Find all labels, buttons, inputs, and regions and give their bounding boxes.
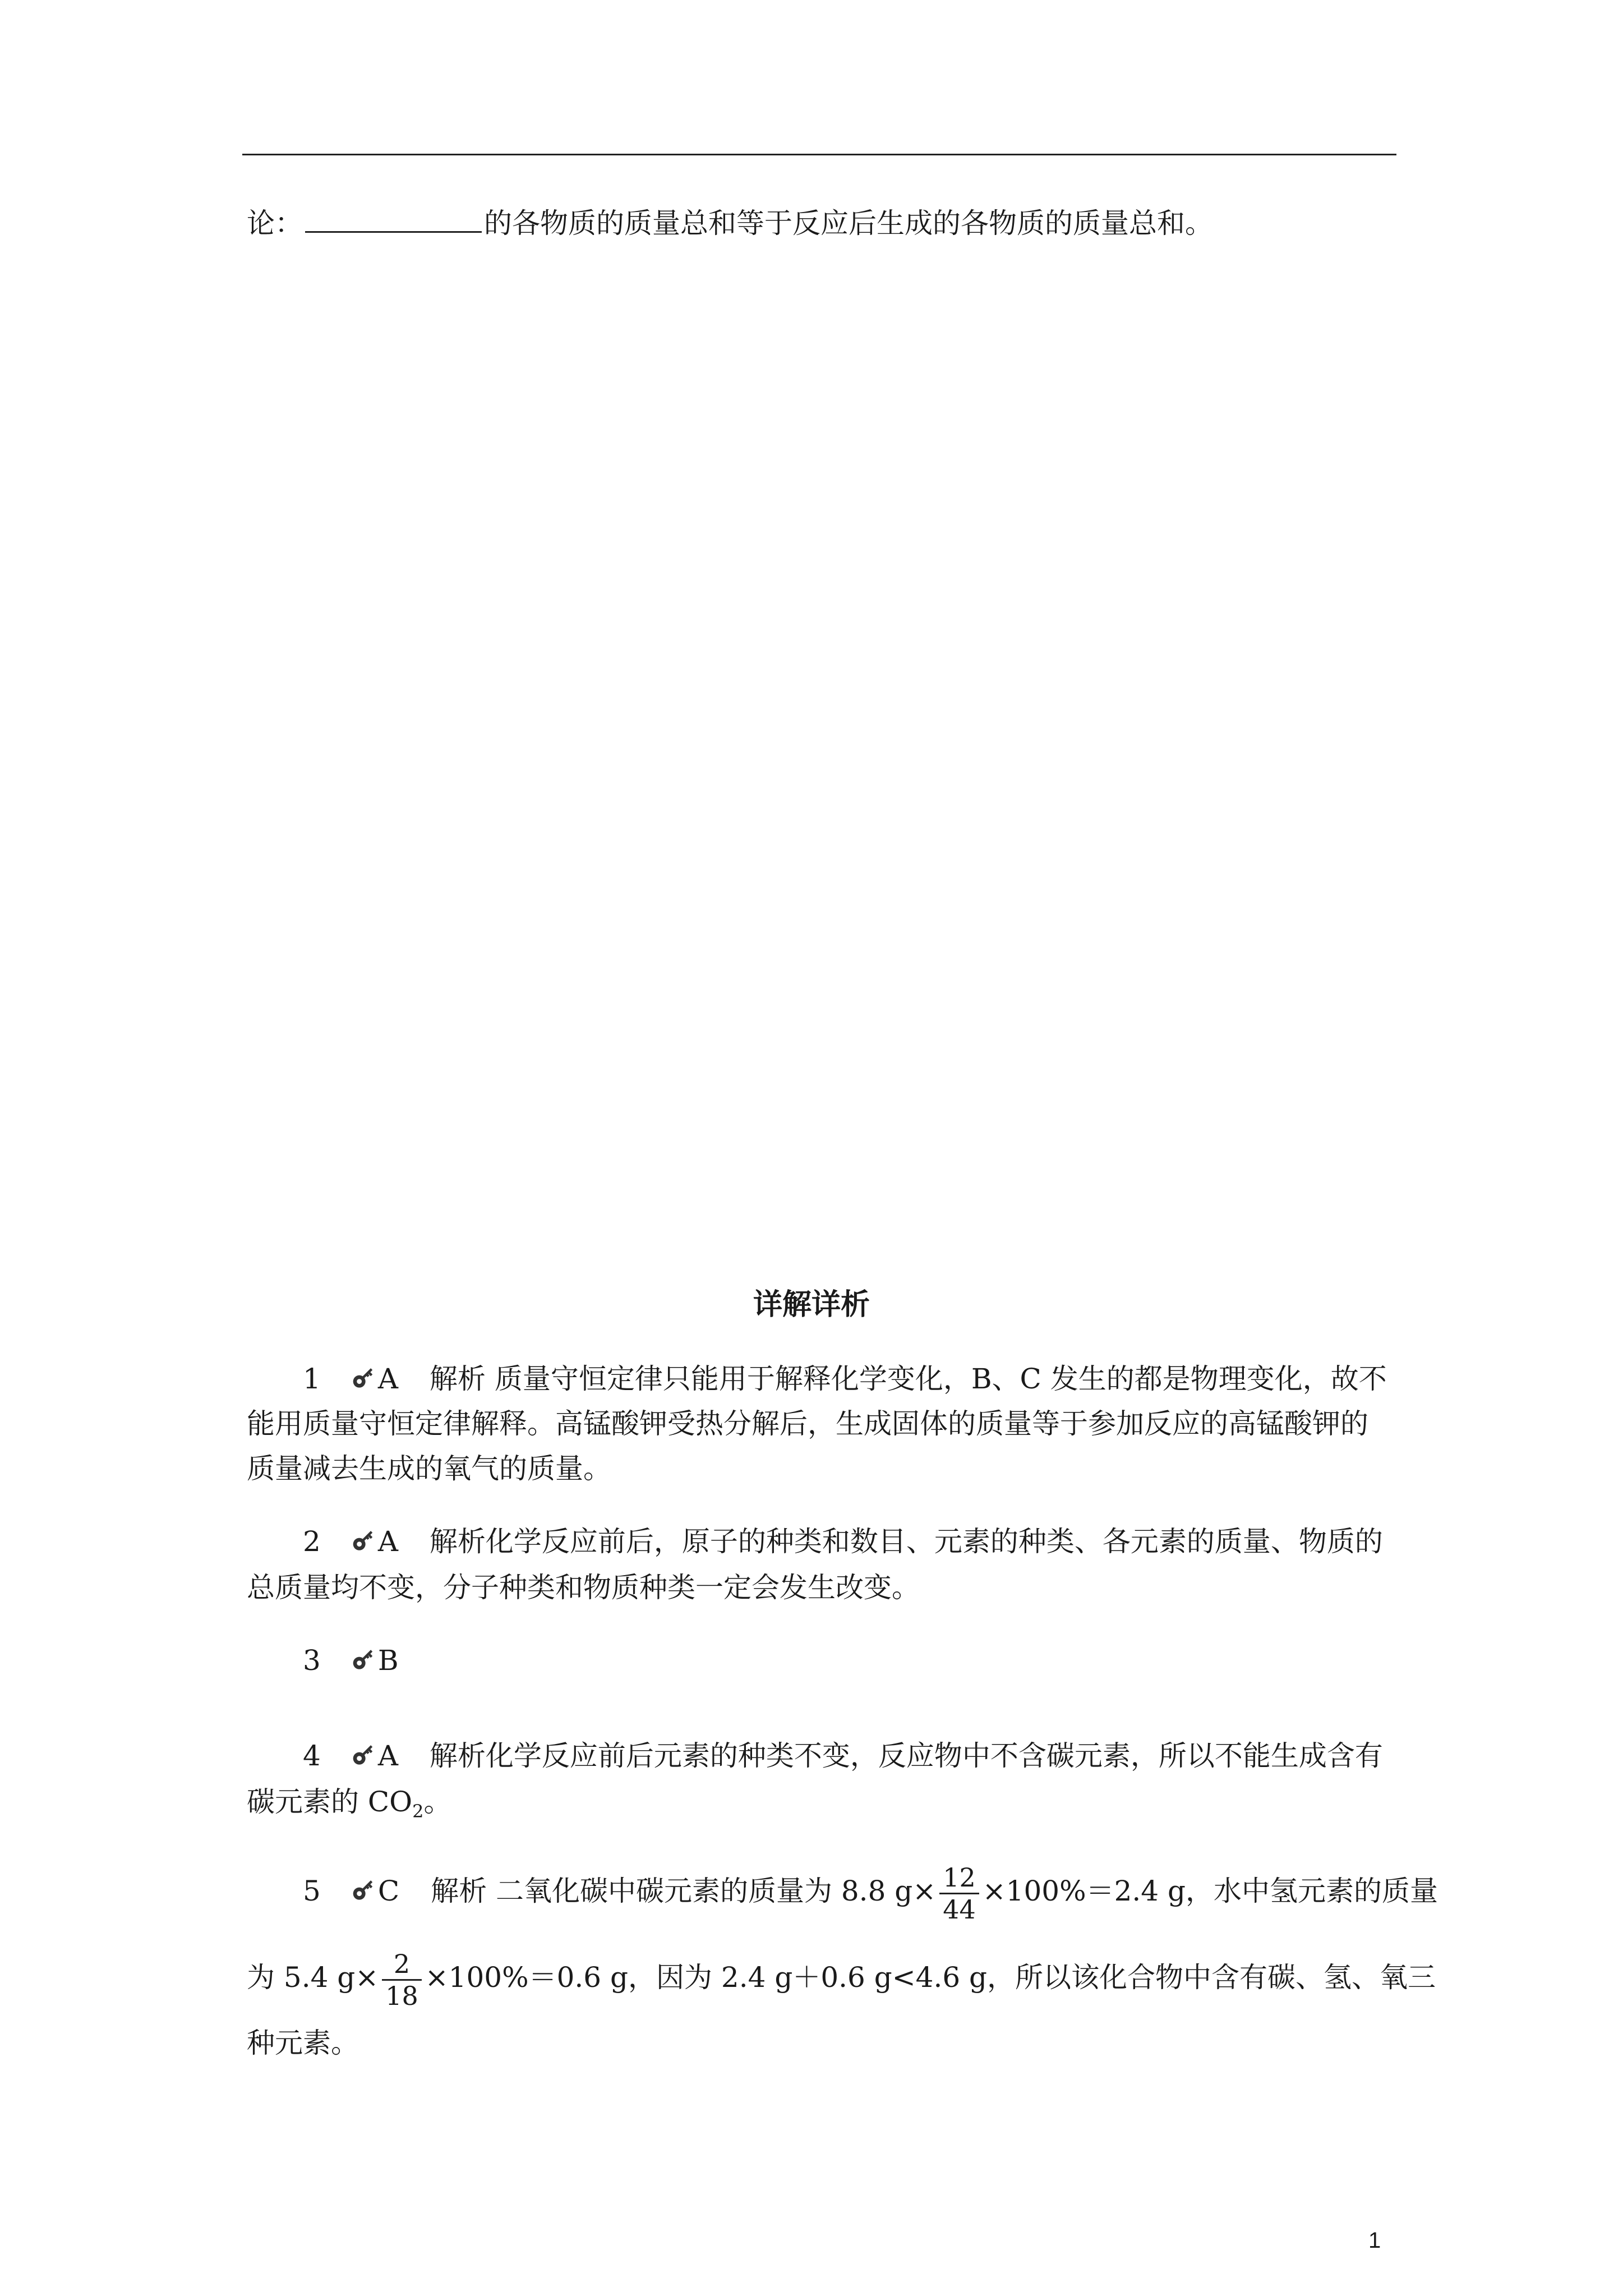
answer-letter: A (377, 1525, 399, 1558)
answer-text: 解析 二氧化碳中碳元素的质量为 8.8 g× (431, 1875, 937, 1907)
answer-text: ×100%＝2.4 g，水中氢元素的质量 (982, 1875, 1438, 1907)
answer-text: 为 5.4 g× (247, 1961, 379, 1994)
answer-1-line-2: 能用质量守恒定律解释。高锰酸钾受热分解后，生成固体的质量等于参加反应的高锰酸钾的 (247, 1407, 1368, 1440)
key-icon (351, 1744, 376, 1769)
answer-4-line-1 (303, 1739, 1383, 1773)
answer-number: 1 (303, 1363, 321, 1395)
answer-number: 4 (303, 1740, 321, 1772)
fraction-numerator: 2 (382, 1949, 422, 1981)
answer-letter: A (377, 1363, 399, 1395)
answer-1-line-3: 质量减去生成的氧气的质量。 (247, 1452, 611, 1485)
top-line (247, 206, 1213, 240)
answer-5-line-2 (247, 1935, 1436, 2019)
fraction (939, 1862, 979, 1925)
answer-1-line-1 (303, 1362, 1387, 1396)
fraction-denominator: 44 (943, 1894, 976, 1925)
answer-text: 解析 质量守恒定律只能用于解释化学变化，B、C 发生的都是物理变化，故不 (429, 1363, 1387, 1395)
key-icon (351, 1879, 376, 1904)
key-icon (351, 1367, 376, 1392)
answer-number: 2 (303, 1525, 321, 1558)
answer-number: 3 (303, 1644, 321, 1677)
answer-letter: C (377, 1875, 400, 1907)
answer-5-line-1 (303, 1849, 1438, 1933)
fraction-denominator: 18 (385, 1980, 418, 2011)
answer-4-line-2 (247, 1785, 452, 1828)
answer-text: 碳元素的 CO (247, 1786, 413, 1818)
answer-3-line-1 (303, 1644, 399, 1677)
top-line-prefix: 论： (247, 207, 303, 240)
page-number: 1 (1368, 2228, 1381, 2253)
key-icon (351, 1649, 376, 1673)
answer-text: 。 (423, 1786, 452, 1818)
section-title: 详解详析 (753, 1287, 870, 1322)
answer-text: 解析化学反应前后，原子的种类和数目、元素的种类、各元素的质量、物质的 (429, 1525, 1383, 1558)
answer-number: 5 (303, 1875, 321, 1907)
answer-letter: A (377, 1740, 399, 1772)
subscript: 2 (412, 1801, 424, 1822)
answer-5-line-3: 种元素。 (247, 2027, 359, 2059)
answer-text: 解析化学反应前后元素的种类不变，反应物中不含碳元素，所以不能生成含有 (429, 1740, 1383, 1772)
answer-2-line-1 (303, 1525, 1383, 1558)
fill-in-blank[interactable] (305, 206, 482, 233)
top-line-suffix: 的各物质的质量总和等于反应后生成的各物质的质量总和。 (484, 207, 1213, 240)
header-rule (242, 154, 1396, 155)
key-icon (351, 1530, 376, 1554)
fraction-numerator: 12 (939, 1862, 979, 1894)
answer-text: ×100%＝0.6 g，因为 2.4 g＋0.6 g<4.6 g，所以该化合物中含有碳、氢、氧三 (425, 1961, 1436, 1994)
answer-2-line-2: 总质量均不变，分子种类和物质种类一定会发生改变。 (247, 1571, 920, 1604)
answer-letter: B (377, 1644, 399, 1677)
fraction (382, 1949, 422, 2011)
